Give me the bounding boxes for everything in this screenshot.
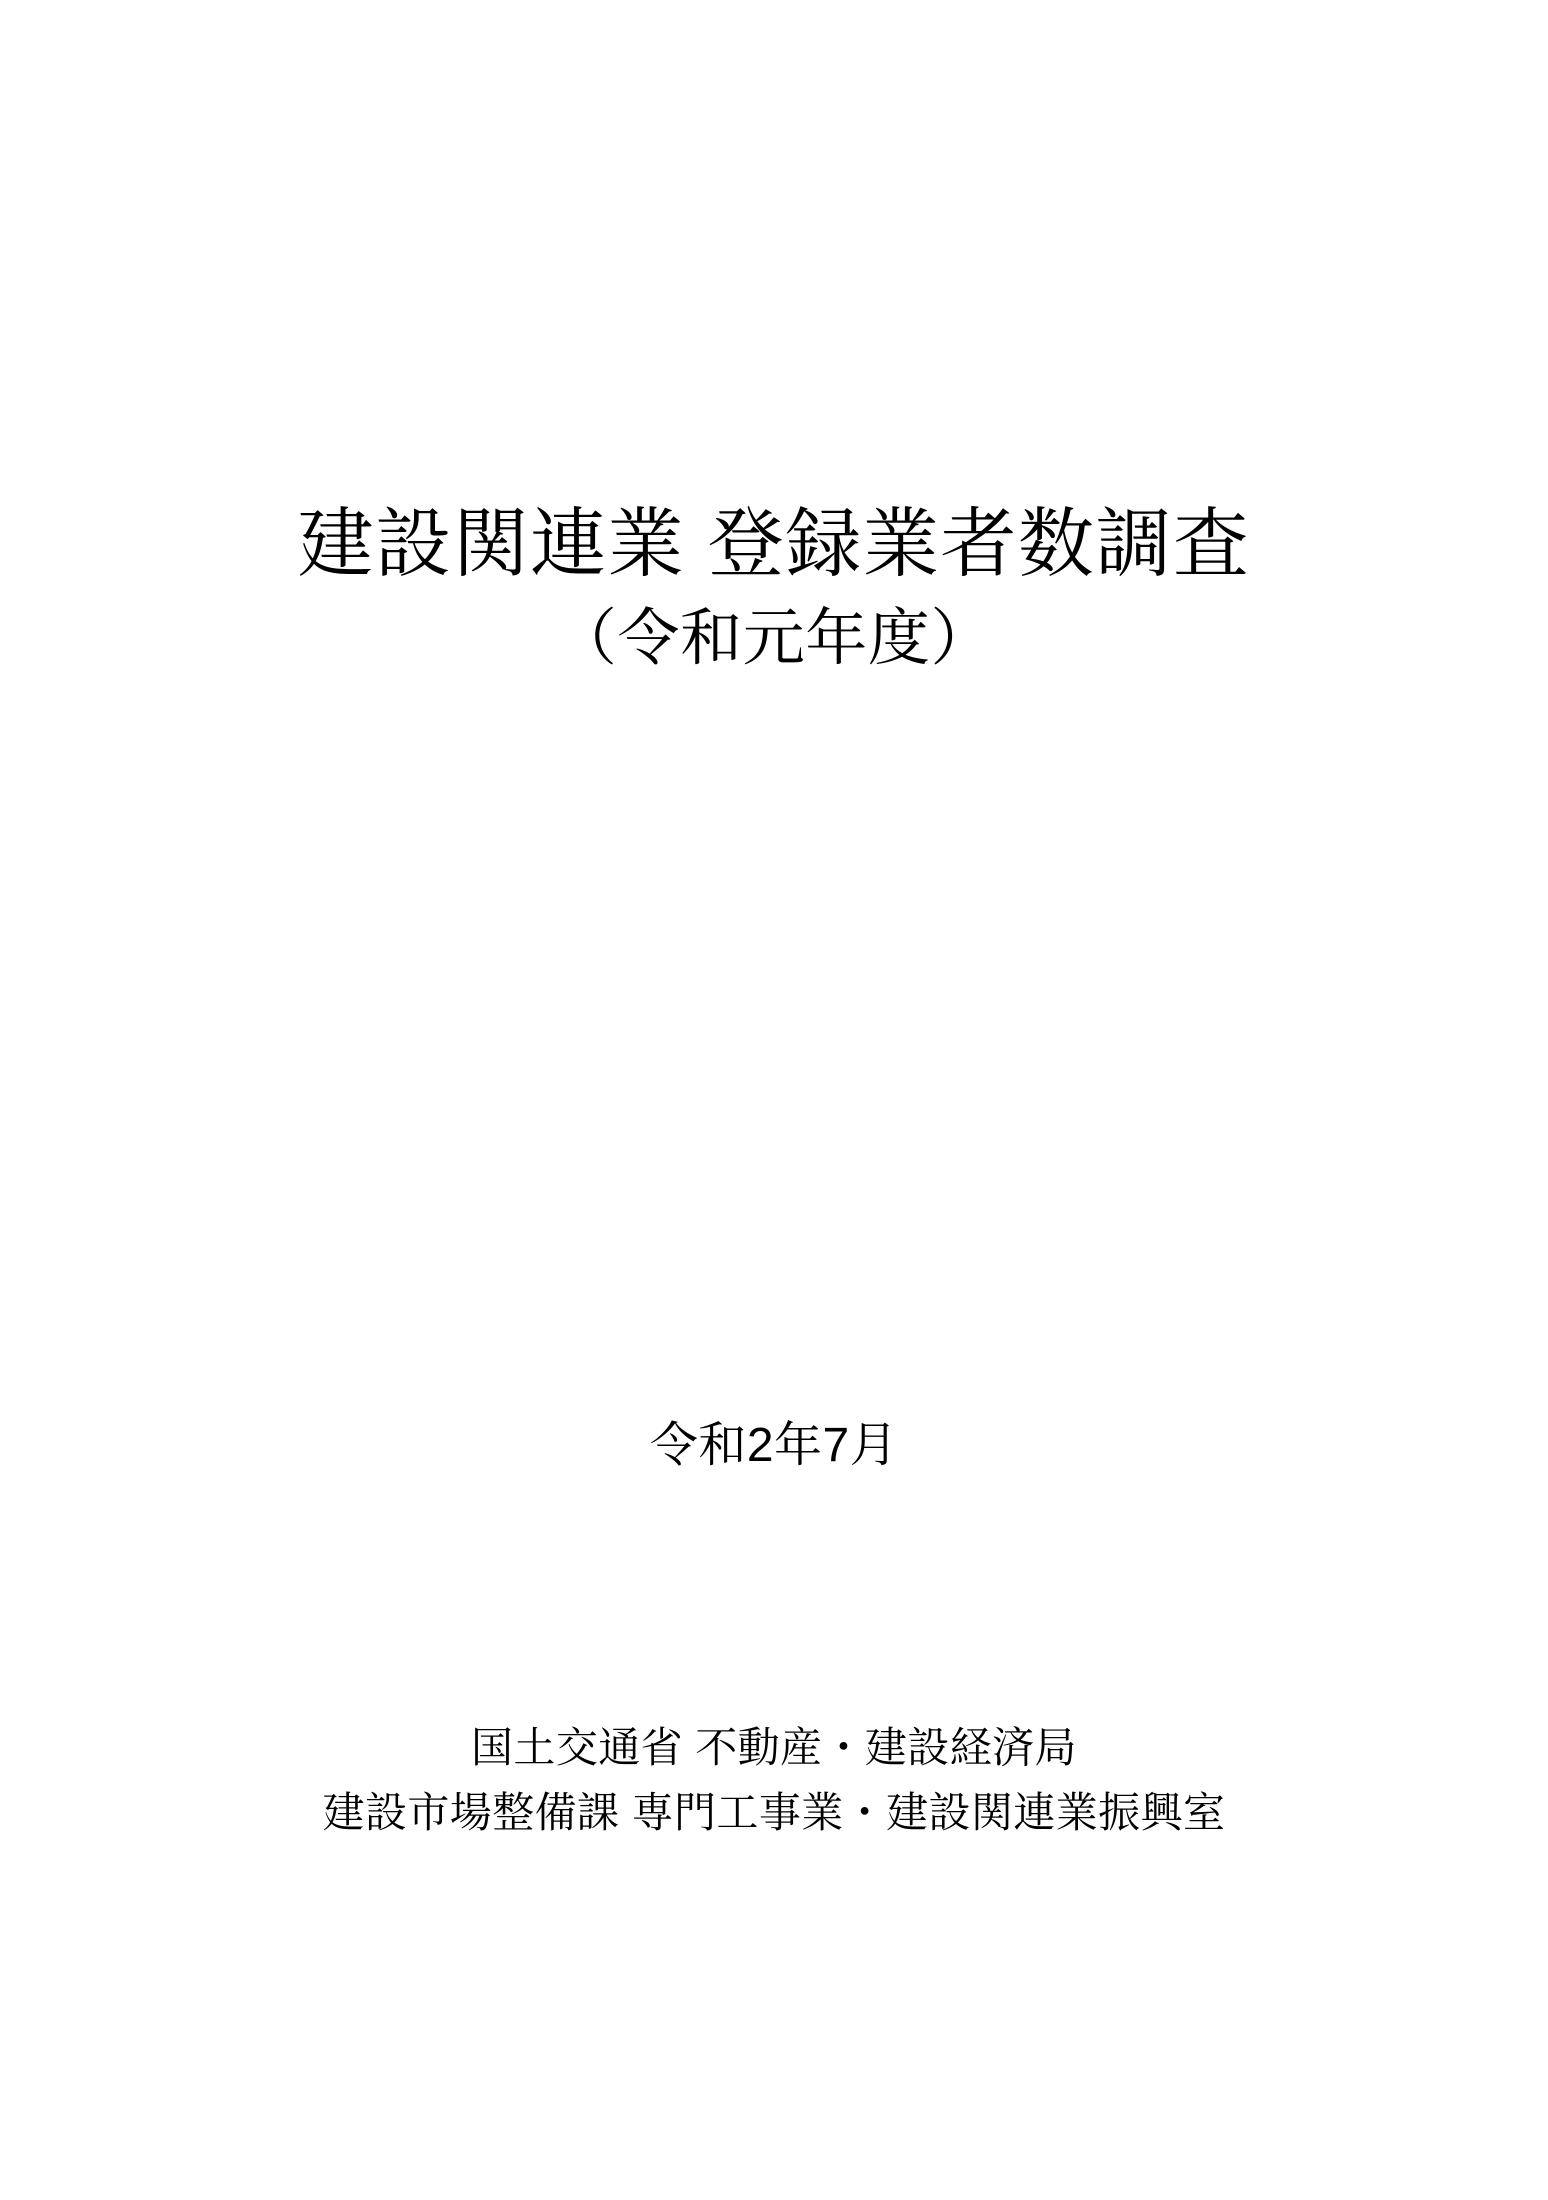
- date-block: [0, 1415, 1548, 1477]
- issuer-organization: 国土交通省 不動産・建設経済局: [471, 1724, 1077, 1771]
- issuer-block: [0, 1715, 1548, 1845]
- title-block: [0, 500, 1548, 677]
- issuer-department: 建設市場整備課 専門工事業・建設関連業振興室: [322, 1789, 1226, 1837]
- page-subtitle: （令和元年度）: [554, 603, 994, 673]
- publication-date: 令和2年7月: [649, 1419, 899, 1472]
- page-title: 建設関連業 登録業者数調査: [297, 502, 1251, 587]
